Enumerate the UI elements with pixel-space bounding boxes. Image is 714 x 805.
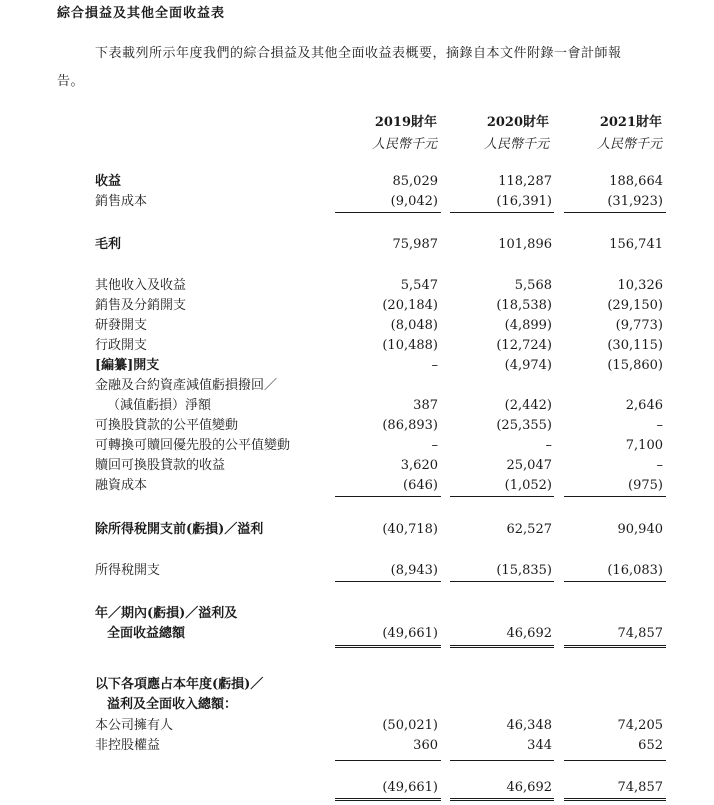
row-attributable-heading-2: [0, 695, 714, 715]
value-2020: 46,348: [506, 718, 552, 733]
value-2021: 74,857: [617, 780, 663, 795]
row-admin-expenses: [0, 336, 714, 356]
row-label: 可換股貸款的公平值變動: [95, 418, 239, 433]
column-unit: 人民幣千元: [371, 137, 437, 152]
subtotal-rule: [564, 760, 666, 761]
subtotal-rule: [450, 496, 554, 497]
row-selling-expenses: [0, 296, 714, 316]
row-revenue: [0, 172, 714, 192]
row-owners: [0, 716, 714, 736]
value-2020: (16,391): [496, 194, 552, 209]
row-label: 行政開支: [95, 338, 148, 353]
row-profit-before-tax: [0, 520, 714, 540]
column-unit: 人民幣千元: [483, 137, 549, 152]
column-header-2020: [439, 112, 549, 156]
value-2020: –: [545, 438, 552, 453]
value-2020: (2,442): [504, 398, 552, 413]
value-2020: 25,047: [506, 458, 552, 473]
value-2019: (86,893): [382, 418, 438, 433]
subtotal-rule: [335, 760, 441, 761]
value-2019: 75,987: [392, 237, 438, 252]
subtotal-rule: [450, 760, 554, 761]
value-2021: (16,083): [607, 563, 663, 578]
value-2020: 46,692: [506, 626, 552, 641]
row-non-controlling-interests: [0, 736, 714, 756]
value-2019: (9,042): [390, 194, 438, 209]
row-label: 金融及合約資產減值虧損撥回／: [95, 378, 278, 393]
row-label: 贖回可換股貸款的收益: [95, 458, 226, 473]
value-2021: (975): [628, 478, 663, 493]
value-2021: 156,741: [609, 237, 663, 252]
row-other-income: [0, 276, 714, 296]
value-2021: (31,923): [607, 194, 663, 209]
row-label: [編纂]開支: [95, 358, 160, 373]
row-label: 本公司擁有人: [95, 718, 174, 733]
value-2019: –: [431, 358, 438, 373]
row-fv-convertible-loans: [0, 416, 714, 436]
total-double-rule: [450, 798, 554, 801]
intro-line-1: 下表載列所示年度我們的綜合損益及其他全面收益表概要，摘錄自本文件附錄一會計師報: [95, 46, 622, 61]
value-2021: 652: [638, 738, 663, 753]
row-label: 銷售及分銷開支: [95, 298, 187, 313]
value-2019: 360: [413, 738, 438, 753]
value-2019: (49,661): [382, 780, 438, 795]
value-2021: (29,150): [607, 298, 663, 313]
subtotal-rule: [335, 581, 441, 582]
row-gain-redemption: [0, 456, 714, 476]
value-2020: 101,896: [498, 237, 552, 252]
value-2020: (15,835): [496, 563, 552, 578]
subtotal-rule: [335, 496, 441, 497]
row-rd-expenses: [0, 316, 714, 336]
row-label: （減值虧損）淨額: [107, 398, 212, 413]
value-2020: 5,568: [514, 278, 552, 293]
value-2021: (9,773): [615, 318, 663, 333]
value-2020: 344: [527, 738, 552, 753]
row-total-heading: [0, 604, 714, 624]
row-attributable-heading-1: [0, 675, 714, 695]
value-2019: 3,620: [400, 458, 438, 473]
total-double-rule: [335, 798, 441, 801]
row-gross-profit: [0, 235, 714, 255]
intro-paragraph: [57, 40, 667, 96]
row-label: 全面收益總額: [107, 626, 186, 641]
row-label: 除所得稅開支前(虧損)／溢利: [95, 522, 264, 537]
value-2021: 10,326: [617, 278, 663, 293]
row-label: 以下各項應占本年度(虧損)／: [95, 677, 264, 692]
row-label: 毛利: [95, 237, 122, 252]
total-double-rule: [564, 645, 666, 648]
value-2020: (4,974): [504, 358, 552, 373]
row-impairment: [0, 396, 714, 416]
row-label: 其他收入及收益: [95, 278, 187, 293]
column-year: 2021財年: [599, 115, 662, 130]
row-label: 可轉換可贖回優先股的公平值變動: [95, 438, 291, 453]
value-2019: (20,184): [382, 298, 438, 313]
row-fv-preferred-shares: [0, 436, 714, 456]
value-2021: 74,857: [617, 626, 663, 641]
row-label: 非控股權益: [95, 738, 161, 753]
value-2019: (646): [403, 478, 438, 493]
value-2019: (8,048): [390, 318, 438, 333]
row-income-tax: [0, 561, 714, 581]
subtotal-rule: [335, 212, 441, 213]
row-label: 收益: [95, 174, 122, 189]
statement-title: 綜合損益及其他全面收益表: [57, 6, 226, 21]
row-grand-total: [0, 778, 714, 798]
value-2021: (15,860): [607, 358, 663, 373]
value-2020: (12,724): [496, 338, 552, 353]
row-impairment-heading: [0, 376, 714, 396]
total-double-rule: [450, 645, 554, 648]
value-2020: (1,052): [504, 478, 552, 493]
intro-line-2: 告。: [57, 74, 85, 89]
value-2020: (25,355): [496, 418, 552, 433]
row-label: 融資成本: [95, 478, 148, 493]
value-2020: 118,287: [498, 174, 552, 189]
value-2019: (40,718): [382, 522, 438, 537]
value-2021: –: [656, 458, 663, 473]
value-2021: 2,646: [625, 398, 663, 413]
column-header-2019: [327, 112, 437, 156]
value-2021: 74,205: [617, 718, 663, 733]
subtotal-rule: [564, 581, 666, 582]
value-2021: 188,664: [609, 174, 663, 189]
row-label: 研發開支: [95, 318, 148, 333]
total-double-rule: [335, 645, 441, 648]
row-label: 年／期內(虧損)／溢利及: [95, 606, 238, 621]
value-2020: 62,527: [506, 522, 552, 537]
row-label: 銷售成本: [95, 194, 148, 209]
column-header-2021: [552, 112, 662, 156]
value-2020: 46,692: [506, 780, 552, 795]
subtotal-rule: [564, 212, 666, 213]
subtotal-rule: [450, 581, 554, 582]
total-double-rule: [564, 798, 666, 801]
row-label: 所得稅開支: [95, 563, 161, 578]
value-2020: (18,538): [496, 298, 552, 313]
subtotal-rule: [450, 212, 554, 213]
value-2019: 387: [413, 398, 438, 413]
value-2019: (10,488): [382, 338, 438, 353]
value-2019: (49,661): [382, 626, 438, 641]
value-2021: 7,100: [625, 438, 663, 453]
value-2019: (8,943): [390, 563, 438, 578]
row-label: 溢利及全面收入總額：: [107, 697, 238, 712]
value-2019: (50,021): [382, 718, 438, 733]
row-cost-of-sales: [0, 192, 714, 212]
value-2019: –: [431, 438, 438, 453]
subtotal-rule: [564, 496, 666, 497]
column-unit: 人民幣千元: [596, 137, 662, 152]
value-2021: (30,115): [607, 338, 663, 353]
column-year: 2019財年: [374, 115, 437, 130]
row-finance-costs: [0, 476, 714, 496]
value-2020: (4,899): [504, 318, 552, 333]
value-2019: 5,547: [400, 278, 438, 293]
row-total-comprehensive: [0, 624, 714, 644]
value-2021: –: [656, 418, 663, 433]
row-redacted-expenses: [0, 356, 714, 376]
value-2021: 90,940: [617, 522, 663, 537]
column-year: 2020財年: [486, 115, 549, 130]
value-2019: 85,029: [392, 174, 438, 189]
